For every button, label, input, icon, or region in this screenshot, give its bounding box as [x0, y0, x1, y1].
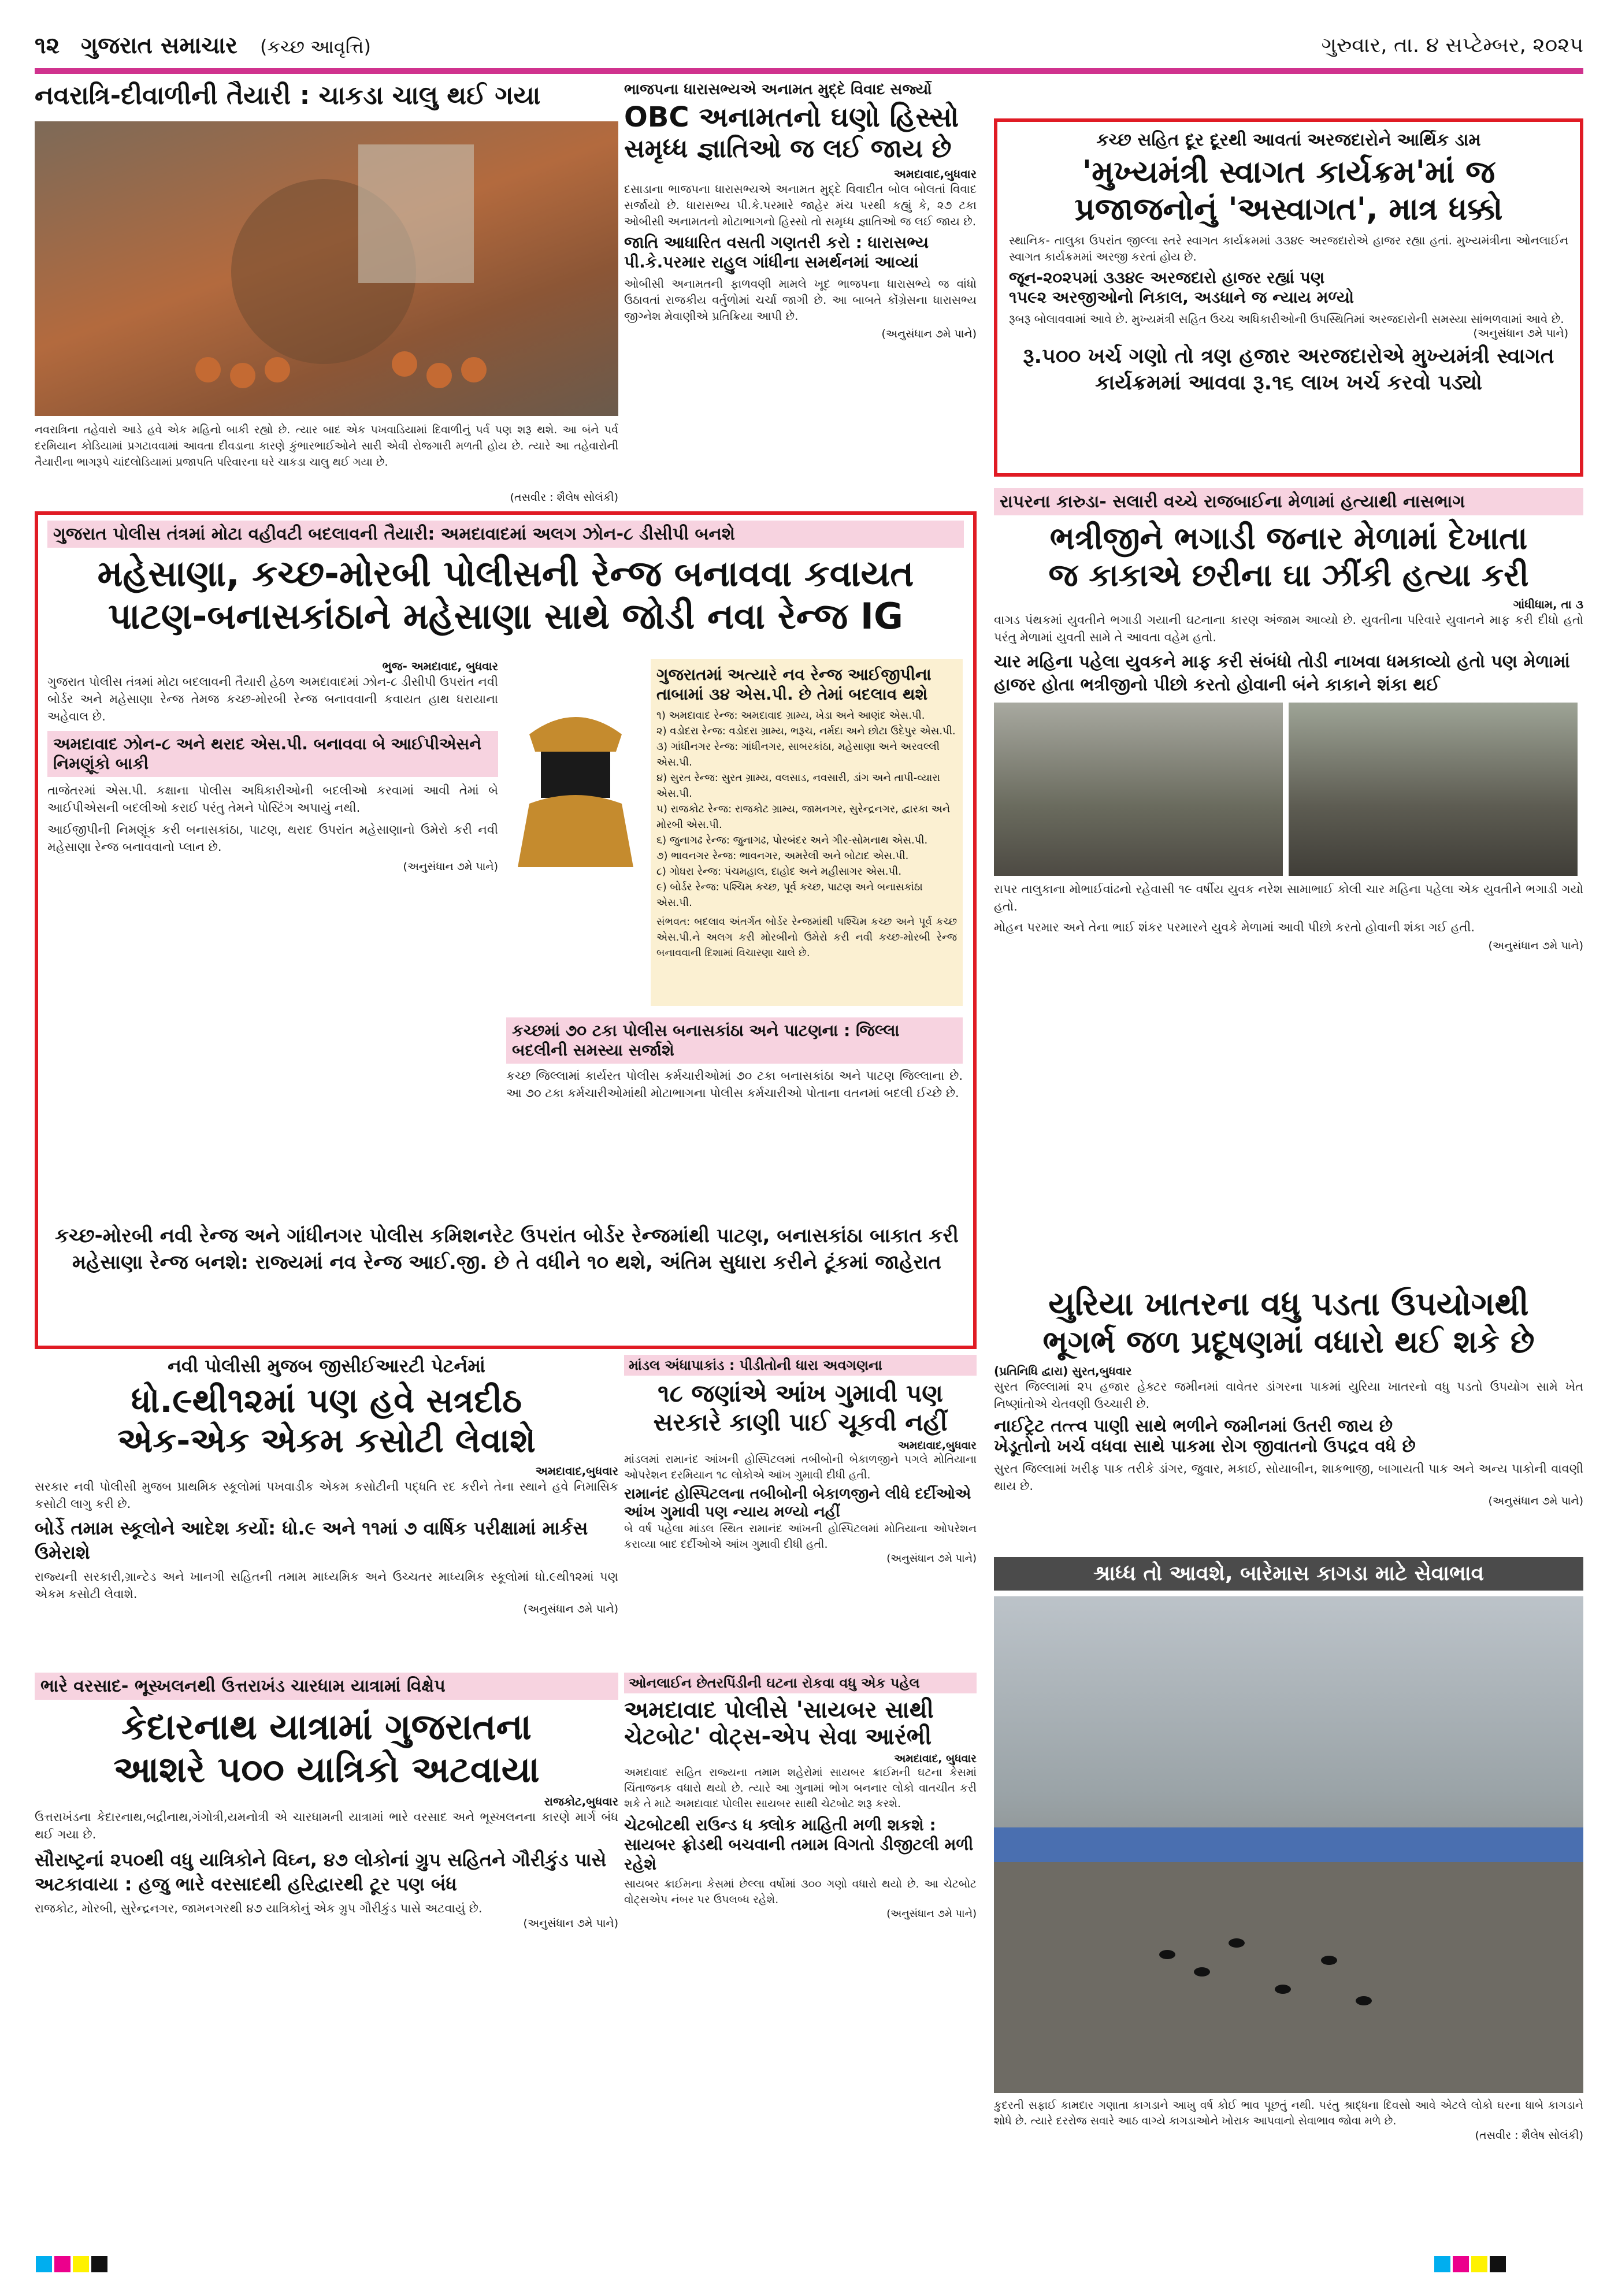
chatbot-body-1: અમદાવાદ સહિત રાજ્યના તમામ શહેરોમાં સાયબર ક્રાઈમની ઘટના કેસમાં ચિંતાજનક વધારો થયો છે. ત્યારે આ ગુનામાં ભોગ બનનાર લોકો વાતચીત કરી શકે તે માટે અમદાવાદ પોલીસ સાયબર સાથી ચેટબોટ શરૂ કરશે. [624, 1766, 977, 1810]
swagat-subhead-2: ૧૫૯૨ અરજીઓનો નિકાલ, અડધાને જ ન્યાય મળ્યો [1009, 288, 1354, 307]
gcert-headline-1: ધો.૯થી૧૨માં પણ હવે સત્રદીઠ [131, 1381, 522, 1420]
range-item: ૩) ગાંધીનગર રેન્જ: ગાંધીનગર, સાબરકાંઠા, મહેસાણા અને અરવલ્લી એસ.પી. [656, 741, 940, 768]
obc-body-1: દસાડાના ભાજપના ધારાસભ્યએ અનામત મુદ્દે વિવાદીત બોલ બોલતાં વિવાદ સર્જાયો છે. ધારાસભ્ય પી.કે.પરમારે જાહેર મંચ પરથી કહ્યું કે, ૨૭ ટકા ઓબીસી અનામતનો મોટાભાગનો હિસ્સો તો સમૃધ્ધ જ્ઞાતિઓ જ લઈ જાય છે. [624, 182, 977, 228]
police-headline-2: પાટણ-બનાસકાંઠાને મહેસાણા સાથે જોડી નવા રેન્જ IG [108, 595, 903, 637]
range-box-note: સંભવત: બદલાવ અંતર્ગત બોર્ડર રેન્જમાંથી પશ્ચિમ કચ્છ અને પૂર્વ કચ્છ એસ.પી.ને અલગ કરી મોરબીનો ઉમેરો કરી નવી કચ્છ-મોરબી રેન્જ બનાવવાની દિશામાં વિચારણા ચાલે છે. [656, 916, 957, 959]
crows-photo [994, 1596, 1583, 2093]
navratri-story [35, 81, 618, 508]
police-right-lower [506, 1017, 963, 1214]
kedarnath-body-2: રાજકોટ, મોરબી, સુરેન્દ્રનગર, જામનગરથી ૪૭ યાત્રિકોનું એક ગ્રુપ ગૌરીકુંડ પાસે અટવાયું છે. [35, 1901, 483, 1915]
rapar-headline-1: ભત્રીજીને ભગાડી જનાર મેળામાં દેખાતા [1049, 520, 1528, 556]
chatbot-dateline: અમદાવાદ, બુધવાર [894, 1752, 977, 1765]
gcert-continued: (અનુસંધાન ૭મે પાને) [523, 1603, 618, 1615]
rapar-photo-row [994, 703, 1583, 876]
range-item: ૪) સુરત રેન્જ: સુરત ગ્રામ્ય, વલસાડ, નવસારી, ડાંગ અને તાપી-વ્યારા એસ.પી. [656, 772, 940, 800]
swagat-story [994, 118, 1583, 477]
crowd-photo-2 [1289, 703, 1578, 876]
shraddh-story [994, 1557, 1583, 2227]
range-item: ૫) રાજકોટ રેન્જ: રાજકોટ ગ્રામ્ય, જામનગર, સુરેન્દ્રનગર, દ્વારકા અને મોરબી એસ.પી. [656, 803, 951, 831]
ramanand-body-1: માંડલમાં રામાનંદ આંખની હોસ્પિટલમાં તબીબોની બેકાળજીને પગલે મોતિયાના ઓપરેશન દરમિયાન ૧૮ લોકોએ આંખ ગુમાવી દીધી હતી. [624, 1453, 977, 1481]
shraddh-headline: શ્રાધ્ધ તો આવશે, બારેમાસ કાગડા માટે સેવાભાવ [994, 1557, 1583, 1591]
range-item: ૯) બોર્ડર રેન્જ: પશ્ચિમ કચ્છ, પૂર્વ કચ્છ, પાટણ અને બનાસકાંઠા એસ.પી. [656, 881, 923, 909]
crows-photo-art [994, 1596, 1583, 2093]
range-item: ૨) વડોદરા રેન્જ: વડોદરા ગ્રામ્ય, ભરૂચ, નર્મદા અને છોટા ઉદેપુર એસ.પી. [656, 725, 956, 737]
urea-subhead-1: નાઈટ્રેટ તત્ત્વ પાણી સાથે ભળીને જમીનમાં ઉતરી જાય છે [994, 1416, 1393, 1436]
urea-headline-1: યુરિયા ખાતરના વધુ પડતા ઉપયોગથી [1048, 1286, 1529, 1323]
police-body-1: ગુજરાત પોલીસ તંત્રમાં મોટા બદલાવની તૈયારી હેઠળ અમદાવાદમાં ઝોન-૮ ડીસીપી ઉપરાંત નવી બોર્ડર અને મહેસાણા રેન્જ તેમજ કચ્છ-મોરબી રેન્જ બનાવવાની કવાયત હાથ ધરાયાના અહેવાલ છે. [47, 675, 498, 723]
gcert-body-2: રાજ્યની સરકારી,ગ્રાન્ટેડ અને ખાનગી સહિતની તમામ માધ્યમિક અને ઉચ્ચતર માધ્યમિક સ્કૂલોમાં ધો.૯થી૧૨માં પણ એકમ કસોટી લેવાશે. [35, 1570, 618, 1601]
paper-name: ગુજરાત સમાચાર [81, 32, 237, 59]
rapar-continued: (અનુસંધાન ૭મે પાને) [1488, 939, 1583, 952]
police-bottom-line: કચ્છ-મોરબી નવી રેન્જ અને ગાંધીનગર પોલીસ કમિશનરેટ ઉપરાંત બોર્ડર રેન્જમાંથી પાટણ, બનાસકાંઠા બાકાત કરી મહેસાણા રેન્જ બનશે: રાજ્યમાં નવ રેન્જ આઈ.જી. છે તે વધીને ૧૦ થશે, અંતિમ સુધારા કરીને ટૂંકમાં જાહેરાત [55, 1224, 959, 1274]
police-body-2: તાજેતરમાં એસ.પી. કક્ષાના પોલીસ અધિકારીઓની બદલીઓ કરવામાં આવી તેમાં બે આઈપીએસની બદલીઓ કરાઈ પરંતુ તેમને પોસ્ટિંગ અપાયું નથી. [47, 783, 498, 815]
rapar-subhead-1: ચાર મહિના પહેલા યુવકને માફ કરી સંબંધો તોડી નાખવા ધમકાવ્યો હતો પણ મેળામાં હાજર હોતા ભત્રીજીનો પીછો કરતો હોવાની બંને કાકાને શંકા થઈ [994, 652, 1570, 695]
swagat-kicker: કચ્છ સહિત દૂર દૂરથી આવતાં અરજદારોને આર્થિક ડામ [1096, 130, 1481, 150]
kedarnath-subhead-1: સૌરાષ્ટ્રનાં ૨૫૦થી વધુ યાત્રિકોને વિઘ્ન, ૪૭ લોકોનાં ગ્રુપ સહિતને ગૌરીકુંડ પાસે અટકાવાયા : હજુ ભારે વરસાદથી હરિદ્વારથી ટૂર પણ બંધ [35, 1849, 607, 1895]
ramanand-story [624, 1355, 977, 1667]
kedarnath-headline-1: કેદારનાથ યાત્રામાં ગુજરાતના [121, 1706, 532, 1748]
obc-body-2: ઓબીસી અનામતની ફાળવણી મામલે ખૂદ ભાજપના ધારાસભ્યે જ વાંધો ઉઠાવતાં રાજકીય વર્તુળોમાં ચર્ચા જાગી છે. આ બાબતે કોંગ્રેસના ધારાસભ્ય જીગ્નેશ મેવાણીએ પ્રતિક્રિયા આપી છે. [624, 277, 977, 323]
rapar-body-2: રાપર તાલુકાના મોભાઈવાંઢનો રહેવાસી ૧૯ વર્ષીય યુવક નરેશ સામાભાઈ કોલી ચાર મહિના પહેલા એક યુવતીને ભગાડી ગયો હતો. [994, 882, 1583, 913]
chatbot-headline-1: અમદાવાદ પોલીસે 'સાયબર સાથી [624, 1697, 934, 1723]
ramanand-kicker: માંડલ અંધાપાકાંડ : પીડીતોની ધારા અવગણના [624, 1355, 977, 1376]
chatbot-continued: (અનુસંધાન ૭મે પાને) [886, 1908, 977, 1920]
navratri-caption: નવરાત્રિના તહેવારો આડે હવે એક મહિનો બાકી રહ્યો છે. ત્યાર બાદ એક પખવાડિયામાં દિવાળીનું પર્વ પણ શરૂ થશે. આ બંને પર્વ દરમિયાન કોડિયામાં પ્રગટાવવામાં આવતા દીવડાના કારણે કુંભારભાઈઓને સારી એવી રોજગારી મળતી હોય છે. ત્યારે આ તહેવારોની તૈયારીના ભાગરૂપે ચાંદલોડિયામાં પ્રજાપતિ પરિવારના ઘરે ચાકડા ચાલુ થઈ ગયા છે. [35, 423, 618, 469]
chatbot-body-2: સાયબર ક્રાઈમના કેસમાં છેલ્લા વર્ષોમાં ૩૦૦ ગણો વધારો થયો છે. આ ચેટબોટ વોટ્સએપ નંબર પર ઉપલબ્ધ રહેશે. [624, 1878, 977, 1906]
police-continued: (અનુસંધાન ૭મે પાને) [403, 860, 498, 873]
range-item: ૧) અમદાવાદ રેન્જ: અમદાવાદ ગ્રામ્ય, ખેડા અને આણંદ એસ.પી. [656, 709, 925, 722]
gcert-dateline: અમદાવાદ,બુધવાર [535, 1464, 618, 1478]
urea-body-2: સુરત જિલ્લામાં ખરીફ પાક તરીકે ડાંગર, જુવાર, મકાઈ, સોયાબીન, શાકભાજી, બાગાયતી પાક અને અન્ય પાકોની વાવણી થાય છે. [994, 1462, 1583, 1493]
rapar-body-1: વાગડ પંથકમાં યુવતીને ભગાડી ગયાની ઘટનાના કારણ અંજામ આવ્યો છે. યુવતીના પરિવારે યુવાનને માફ કરી દીધો હતો પરંતુ મેળામાં યુવતી સામે તે આવતા વહેમ હતો. [994, 613, 1583, 644]
gcert-subhead-1: બોર્ડે તમામ સ્કૂલોને આદેશ કર્યો: ધો.૯ અને ૧૧માં ૭ વાર્ષિક પરીક્ષામાં માર્કસ ઉમેરાશે [35, 1517, 588, 1563]
crowd-photo-1 [994, 703, 1283, 876]
obc-headline-1: OBC અનામતનો ઘણો હિસ્સો [624, 101, 959, 133]
swagat-subhead-1: જૂન-૨૦૨૫માં ૩૩૪૯ અરજદારો હાજર રહ્યાં પણ [1009, 268, 1325, 287]
ramanand-body-2: બે વર્ષ પહેલા માંડલ સ્થિત રામાનંદ આંખની હોસ્પિટલમાં મોતિયાના ઓપરેશન કરાવ્યા બાદ દર્દીઓએ આંખ ગુમાવી દીધી હતી. [624, 1522, 977, 1551]
ramanand-dateline: અમદાવાદ,બુધવાર [897, 1439, 977, 1452]
urea-dateline: (પ્રતિનિધિ દ્વારા) સુરત,બુધવાર [994, 1364, 1132, 1378]
swagat-body-1: સ્થાનિક- તાલુકા ઉપરાંત જીલ્લા સ્તરે સ્વાગત કાર્યક્રમમાં ૩૩૪૯ અરજદારોએ હાજર રહ્યા હતાં. મુખ્યમંત્રીના ઓનલાઈન સ્વાગત કાર્યક્રમમાં અરજી કરતાં હોય છે. [1009, 233, 1568, 263]
police-range-box [651, 659, 963, 1006]
registration-marks-right [1433, 2256, 1583, 2277]
obc-subhead-1: જાતિ આધારિત વસતી ગણતરી કરો : ધારાસભ્ય [624, 233, 929, 252]
registration-marks-left [35, 2256, 266, 2277]
rapar-story [994, 488, 1583, 1280]
ramanand-headline-1: ૧૮ જણાંએ આંખ ગુમાવી પણ [658, 1379, 943, 1407]
navratri-credit: (તસવીર : શૈલેષ સોલંકી) [510, 491, 618, 504]
police-headline-1: મહેસાણા, કચ્છ-મોરબી પોલીસની રેન્જ બનાવવા કવાયત [97, 552, 914, 595]
rapar-dateline: ગાંધીધામ, તા ૩ [1513, 597, 1583, 611]
urea-subhead-2: ખેડૂતોનો ખર્ચ વધવા સાથે પાકમા રોગ જીવાતનો ઉપદ્રવ વધે છે [994, 1436, 1416, 1457]
ramanand-headline-2: સરકારે કાણી પાઈ ચૂકવી નહીં [653, 1408, 948, 1436]
range-item: ૮) ગોધરા રેન્જ: પંચમહાલ, દાહોદ અને મહીસાગર એસ.પી. [656, 865, 902, 878]
shraddh-caption: કુદરતી સફાઈ કામદાર ગણાતા કાગડાને આખુ વર્ષ કોઈ ભાવ પૂછતું નથી. પરંતુ શ્રાદ્ધના દિવસો આવે એટલે લોકો ઘરના ધાબે કાગડાને શોધે છે. ત્યારે દરરોજ સવારે આઠ વાગ્યે કાગડાઓને ખોરાક આપવાનો સેવાભાવ જોવા મળે છે. [994, 2099, 1583, 2127]
ramanand-subhead-1: રામાનંદ હોસ્પિટલના તબીબોની બેકાળજીને લીધે દર્દીઓએ આંખ ગુમાવી પણ ન્યાય મળ્યો નહીં [624, 1485, 971, 1521]
swagat-headline-2: પ્રજાજનોનું 'અસ્વાગત', માત્ર ધક્કો [1074, 191, 1503, 227]
page-number: ૧૨ [35, 32, 60, 59]
gcert-kicker: નવી પોલીસી મુજબ જીસીઈઆરટી પેટર્નમાં [168, 1355, 485, 1377]
rapar-headline-2: જ કાકાએ છરીના ઘા ઝીંકી હત્યા કરી [1048, 557, 1529, 593]
urea-body-1: સુરત જિલ્લામાં ૨૫ હજાર હેક્ટર જમીનમાં વાવેતર ડાંગરના પાકમાં યુરિયા ખાતરનો વધુ પડતો ઉપયોગ સામે ખેત નિષ્ણાંતોએ ચેતવણી ઉચ્ચારી છે. [994, 1380, 1583, 1411]
pottery-photo [35, 121, 618, 416]
police-dateline: ભુજ- અમદાવાદ, બુધવાર [382, 659, 498, 673]
shraddh-credit: (તસવીર : શૈલેષ સોલંકી) [1475, 2129, 1583, 2142]
range-list [656, 708, 957, 911]
obc-headline-2: સમૃધ્ધ જ્ઞાતિઓ જ લઈ જાય છે [624, 134, 952, 164]
police-officer-icon [506, 665, 645, 867]
ramanand-continued: (અનુસંધાન ૭મે પાને) [886, 1552, 977, 1565]
swagat-headline-1: 'મુખ્યમંત્રી સ્વાગત કાર્યક્રમ'માં જ [1082, 154, 1495, 190]
gcert-headline-2: એક-એક એકમ કસોટી લેવાશે [117, 1421, 536, 1460]
kedarnath-kicker: ભારે વરસાદ- ભૂસ્ખલનથી ઉત્તરાખંડ ચારધામ યાત્રામાં વિક્ષેપ [35, 1673, 618, 1700]
obc-continued: (અનુસંધાન ૭મે પાને) [881, 328, 977, 340]
chatbot-kicker: ઓનલાઈન છેતરપિંડીની ઘટના રોકવા વધુ એક પહેલ [624, 1673, 977, 1693]
police-kicker: ગુજરાત પોલીસ તંત્રમાં મોટા વહીવટી બદલાવની તૈયારી: અમદાવાદમાં અલગ ઝોન-૮ ડીસીપી બનશે [47, 521, 964, 548]
kedarnath-dateline: રાજકોટ,બુધવાર [544, 1795, 618, 1808]
kedarnath-story [35, 1673, 618, 2227]
obc-subhead-2: પી.કે.પરમાર રાહુલ ગાંધીના સમર્થનમાં આવ્યાં [624, 252, 919, 272]
swagat-continued: (અનુસંધાન ૭મે પાને) [1473, 327, 1568, 340]
obc-dateline: અમદાવાદ,બુધવાર [893, 167, 977, 181]
rapar-body-3: મોહન પરમાર અને તેના ભાઈ શંકર પરમારને યુવકે મેળામાં આવી પીછો કરતો હોવાની શંકા ગઈ હતી. [994, 920, 1475, 934]
chatbot-subhead-1: ચેટબોટથી રાઉન્ડ ધ ક્લોક માહિતી મળી શકશે : સાયબર ફ્રોડથી બચવાની તમામ વિગતો ડીજીટલી મળી રહેશે [624, 1815, 974, 1874]
range-box-title: ગુજરાતમાં અત્યારે નવ રેન્જ આઈજીપીના તાબામાં ૩૪ એસ.પી. છે તેમાં બદલાવ થશે [656, 665, 932, 704]
chatbot-story [624, 1673, 977, 2227]
kedarnath-body-1: ઉત્તરાખંડના કેદારનાથ,બદ્રીનાથ,ગંગોત્રી,યમનોત્રી એ ચારધામની યાત્રામાં ભારે વરસાદ અને ભૂસ્ખલનના કારણે માર્ગ બંધ થઈ ગયા છે. [35, 1810, 618, 1841]
kedarnath-continued: (અનુસંધાન ૭મે પાને) [523, 1917, 618, 1930]
police-story [35, 511, 977, 1349]
urea-headline-2: ભૂગર્ભ જળ પ્રદૂષણમાં વધારો થઈ શકે છે [1042, 1324, 1535, 1360]
police-subhead-2: કચ્છમાં ૭૦ ટકા પોલીસ બનાસકાંઠા અને પાટણના : જિલ્લા બદલીની સમસ્યા સર્જાશે [506, 1017, 963, 1064]
police-subhead-1: અમદાવાદ ઝોન-૮ અને થરાદ એસ.પી. બનાવવા બે આઈપીએસને નિમણૂંકો બાકી [47, 731, 498, 777]
police-body-4: કચ્છ જિલ્લામાં કાર્યરત પોલીસ કર્મચારીઓમાં ૭૦ ટકા બનાસકાંઠા અને પાટણ જિલ્લાના છે. આ ૭૦ ટકા કર્મચારીઓમાંથી મોટાભાગના પોલીસ કર્મચારીઓ પોતાના વતનમાં બદલી ઈચ્છે છે. [506, 1069, 963, 1100]
obc-story [624, 81, 977, 508]
obc-kicker: ભાજપના ધારાસભ્યએ અનામત મુદ્દે વિવાદ સર્જ્યો [624, 81, 932, 98]
pottery-photo-art [35, 121, 618, 416]
police-officer-illustration [506, 665, 645, 867]
masthead [35, 30, 1583, 65]
navratri-headline: નવરાત્રિ-દીવાળીની તૈયારી : ચાકડા ચાલુ થઈ ગયા [35, 81, 541, 110]
urea-story [994, 1286, 1583, 1551]
issue-date: ગુરુવાર, તા. ૪ સપ્ટેમ્બર, ૨૦૨૫ [1321, 34, 1583, 57]
swagat-bottom-line: રૂ.૫૦૦ ખર્ચ ગણો તો ત્રણ હજાર અરજદારોએ મુખ્યમંત્રી સ્વાગત કાર્યક્રમમાં આવવા રૂ.૧૬ લાખ ખર્ચ કરવો પડ્યો [1023, 344, 1554, 395]
urea-continued: (અનુસંધાન ૭મે પાને) [1488, 1495, 1583, 1507]
gcert-body-1: સરકાર નવી પોલીસી મુજબ પ્રાથમિક સ્કૂલોમાં પખવાડીક એકમ કસોટીની પદ્ધતિ રદ કરીને તેના સ્થાને હવે નિમાસિક કસોટી લાગુ કરી છે. [35, 1480, 618, 1511]
police-body-3: આઈજીપીની નિમણૂંક કરી બનાસકાંઠા, પાટણ, થરાદ ઉપરાંત મહેસાણાનો ઉમેરો કરી નવી મહેસાણા રેન્જ બનાવવાનો પ્લાન છે. [47, 823, 498, 854]
edition-label: (કચ્છ આવૃત્તિ) [260, 36, 371, 58]
masthead-rule [35, 68, 1583, 74]
rapar-kicker: રાપરના કારુડા- સલારી વચ્ચે રાજબાઈના મેળામાં હત્યાથી નાસભાગ [994, 488, 1583, 515]
gcert-story [35, 1355, 618, 1667]
police-left-column [47, 659, 498, 1208]
range-item: ૬) જુનાગઢ રેન્જ: જુનાગઢ, પોરબંદર અને ગીર-સોમનાથ એસ.પી. [656, 834, 928, 846]
kedarnath-headline-2: આશરે ૫૦૦ યાત્રિકો અટવાયા [113, 1748, 540, 1790]
swagat-body-2: રૂબરૂ બોલાવવામાં આવે છે. મુખ્યમંત્રી સહિત ઉચ્ચ અધિકારીઓની ઉપસ્થિતિમાં અરજદારોની સમસ્યા સાંભળવામાં આવે છે. [1009, 312, 1564, 326]
range-item: ૭) ભાવનગર રેન્જ: ભાવનગર, અમરેલી અને બોટાદ એસ.પી. [656, 850, 909, 862]
chatbot-headline-2: ચેટબોટ' વોટ્સ-એપ સેવા આરંભી [624, 1723, 932, 1750]
